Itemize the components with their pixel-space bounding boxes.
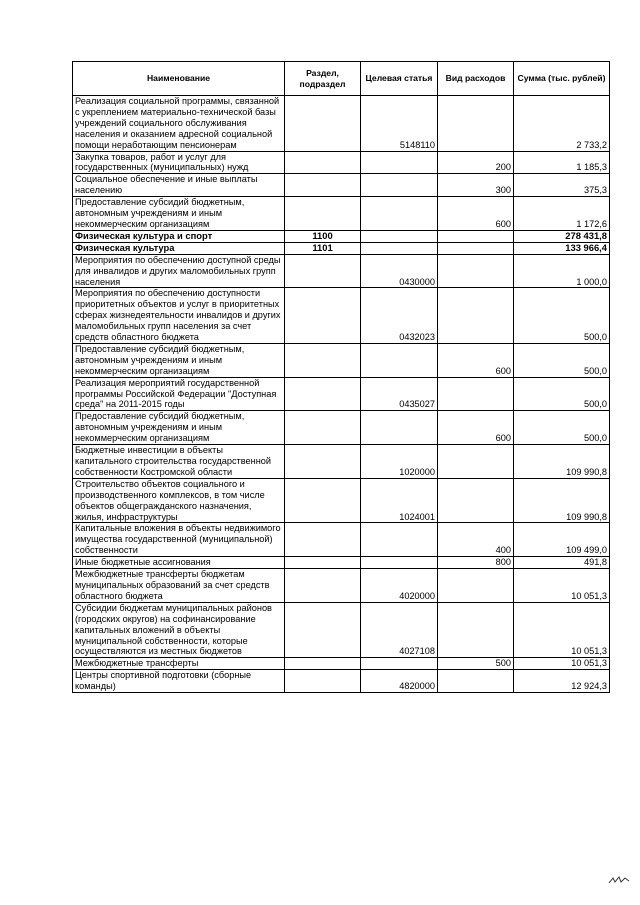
cell-amount: 1 172,6 bbox=[514, 197, 610, 231]
cell-section bbox=[285, 569, 361, 603]
cell-expense: 500 bbox=[438, 658, 514, 670]
cell-name: Межбюджетные трансферты бюджетам муниципальных образований за счет средств областного бюджета bbox=[73, 569, 285, 603]
cell-section bbox=[285, 411, 361, 445]
cell-amount: 1 000,0 bbox=[514, 254, 610, 288]
cell-section bbox=[285, 478, 361, 523]
cell-expense bbox=[438, 569, 514, 603]
cell-target: 0435027 bbox=[361, 377, 438, 411]
cell-section bbox=[285, 602, 361, 658]
cell-name: Бюджетные инвестиции в объекты капитального строительства государственной собственности Костромской области bbox=[73, 445, 285, 479]
cell-target bbox=[361, 242, 438, 254]
header-section: Раздел, подраздел bbox=[285, 62, 361, 96]
cell-name: Мероприятия по обеспечению доступности приоритетных объектов и услуг в приоритетных сферах жизнедеятельности инвалидов и других маломобильных групп населения за счет средств областного бюджета bbox=[73, 288, 285, 344]
cell-amount: 278 431,8 bbox=[514, 230, 610, 242]
header-expense: Вид расходов bbox=[438, 62, 514, 96]
table-row bbox=[73, 288, 610, 344]
cell-amount: 109 990,8 bbox=[514, 478, 610, 523]
cell-name: Реализация социальной программы, связанной с укреплением материально-технической базы учреждений социального обслуживания населения и оказанием адресной социальной помощи неработающим пенсионерам bbox=[73, 96, 285, 152]
cell-amount: 491,8 bbox=[514, 557, 610, 569]
cell-target bbox=[361, 557, 438, 569]
table-row bbox=[73, 478, 610, 523]
cell-section bbox=[285, 174, 361, 197]
table-row bbox=[73, 230, 610, 242]
cell-section bbox=[285, 96, 361, 152]
cell-amount: 1 185,3 bbox=[514, 151, 610, 174]
cell-expense bbox=[438, 96, 514, 152]
cell-target: 0432023 bbox=[361, 288, 438, 344]
table-row bbox=[73, 523, 610, 557]
cell-section bbox=[285, 557, 361, 569]
table-row bbox=[73, 557, 610, 569]
cell-expense bbox=[438, 478, 514, 523]
cell-name: Социальное обеспечение и иные выплаты населению bbox=[73, 174, 285, 197]
cell-name: Центры спортивной подготовки (сборные команды) bbox=[73, 670, 285, 693]
cell-target bbox=[361, 174, 438, 197]
cell-name: Предоставление субсидий бюджетным, автономным учреждениям и иным некоммерческим организациям bbox=[73, 411, 285, 445]
table-row bbox=[73, 569, 610, 603]
cell-expense: 200 bbox=[438, 151, 514, 174]
cell-expense bbox=[438, 230, 514, 242]
cell-expense bbox=[438, 377, 514, 411]
cell-expense: 800 bbox=[438, 557, 514, 569]
cell-target bbox=[361, 523, 438, 557]
cell-target bbox=[361, 343, 438, 377]
cell-expense: 600 bbox=[438, 343, 514, 377]
table-row bbox=[73, 411, 610, 445]
table-row bbox=[73, 658, 610, 670]
cell-amount: 10 051,3 bbox=[514, 569, 610, 603]
cell-section bbox=[285, 658, 361, 670]
cell-expense bbox=[438, 670, 514, 693]
table-row bbox=[73, 343, 610, 377]
header-name: Наименование bbox=[73, 62, 285, 96]
cell-target: 4027108 bbox=[361, 602, 438, 658]
cell-name: Иные бюджетные ассигнования bbox=[73, 557, 285, 569]
cell-amount: 500,0 bbox=[514, 343, 610, 377]
cell-target bbox=[361, 658, 438, 670]
cell-name: Мероприятия по обеспечению доступной среды для инвалидов и других маломобильных групп населения bbox=[73, 254, 285, 288]
cell-target: 0430000 bbox=[361, 254, 438, 288]
handwritten-mark bbox=[608, 875, 630, 885]
cell-amount: 500,0 bbox=[514, 377, 610, 411]
cell-amount: 10 051,3 bbox=[514, 658, 610, 670]
budget-table bbox=[72, 61, 610, 693]
cell-expense bbox=[438, 288, 514, 344]
cell-amount: 2 733,2 bbox=[514, 96, 610, 152]
cell-expense bbox=[438, 602, 514, 658]
cell-target bbox=[361, 411, 438, 445]
cell-name: Физическая культура и спорт bbox=[73, 230, 285, 242]
cell-section bbox=[285, 670, 361, 693]
cell-expense: 400 bbox=[438, 523, 514, 557]
cell-target: 4020000 bbox=[361, 569, 438, 603]
cell-name: Предоставление субсидий бюджетным, автономным учреждениям и иным некоммерческим организациям bbox=[73, 343, 285, 377]
cell-amount: 500,0 bbox=[514, 411, 610, 445]
table-row bbox=[73, 602, 610, 658]
cell-target: 5148110 bbox=[361, 96, 438, 152]
cell-name: Субсидии бюджетам муниципальных районов (городских округов) на софинансирование капитальных вложений в объекты муниципальной собственности, которые осуществляются из местных бюджетов bbox=[73, 602, 285, 658]
table-row bbox=[73, 377, 610, 411]
table-row bbox=[73, 96, 610, 152]
header-amount: Сумма (тыс. рублей) bbox=[514, 62, 610, 96]
cell-section bbox=[285, 151, 361, 174]
cell-amount: 12 924,3 bbox=[514, 670, 610, 693]
cell-amount: 109 990,8 bbox=[514, 445, 610, 479]
cell-section bbox=[285, 254, 361, 288]
table-row bbox=[73, 242, 610, 254]
cell-target: 1020000 bbox=[361, 445, 438, 479]
cell-name: Закупка товаров, работ и услуг для государственных (муниципальных) нужд bbox=[73, 151, 285, 174]
cell-expense bbox=[438, 254, 514, 288]
table-row bbox=[73, 151, 610, 174]
cell-expense: 300 bbox=[438, 174, 514, 197]
cell-amount: 375,3 bbox=[514, 174, 610, 197]
cell-expense bbox=[438, 445, 514, 479]
cell-target: 4820000 bbox=[361, 670, 438, 693]
cell-expense: 600 bbox=[438, 411, 514, 445]
table-body bbox=[73, 96, 610, 693]
cell-amount: 109 499,0 bbox=[514, 523, 610, 557]
cell-section bbox=[285, 288, 361, 344]
cell-amount: 500,0 bbox=[514, 288, 610, 344]
cell-expense bbox=[438, 242, 514, 254]
table-row bbox=[73, 174, 610, 197]
cell-name: Предоставление субсидий бюджетным, автономным учреждениям и иным некоммерческим организациям bbox=[73, 197, 285, 231]
table-header-row bbox=[73, 62, 610, 96]
cell-section: 1100 bbox=[285, 230, 361, 242]
cell-expense: 600 bbox=[438, 197, 514, 231]
cell-name: Межбюджетные трансферты bbox=[73, 658, 285, 670]
cell-target bbox=[361, 151, 438, 174]
cell-name: Капитальные вложения в объекты недвижимого имущества государственной (муниципальной) собственности bbox=[73, 523, 285, 557]
cell-name: Строительство объектов социального и производственного комплексов, в том числе объектов общегражданского назначения, жилья, инфраструктуры bbox=[73, 478, 285, 523]
cell-section bbox=[285, 377, 361, 411]
cell-target bbox=[361, 197, 438, 231]
cell-section: 1101 bbox=[285, 242, 361, 254]
cell-section bbox=[285, 197, 361, 231]
cell-name: Физическая культура bbox=[73, 242, 285, 254]
cell-section bbox=[285, 523, 361, 557]
cell-amount: 133 966,4 bbox=[514, 242, 610, 254]
table-row bbox=[73, 670, 610, 693]
header-target: Целевая статья bbox=[361, 62, 438, 96]
cell-section bbox=[285, 445, 361, 479]
table-row bbox=[73, 254, 610, 288]
cell-name: Реализация мероприятий государственной программы Российской Федерации "Доступная среда" на 2011-2015 годы bbox=[73, 377, 285, 411]
cell-target bbox=[361, 230, 438, 242]
cell-target: 1024001 bbox=[361, 478, 438, 523]
cell-section bbox=[285, 343, 361, 377]
cell-amount: 10 051,3 bbox=[514, 602, 610, 658]
table-row bbox=[73, 445, 610, 479]
table-row bbox=[73, 197, 610, 231]
